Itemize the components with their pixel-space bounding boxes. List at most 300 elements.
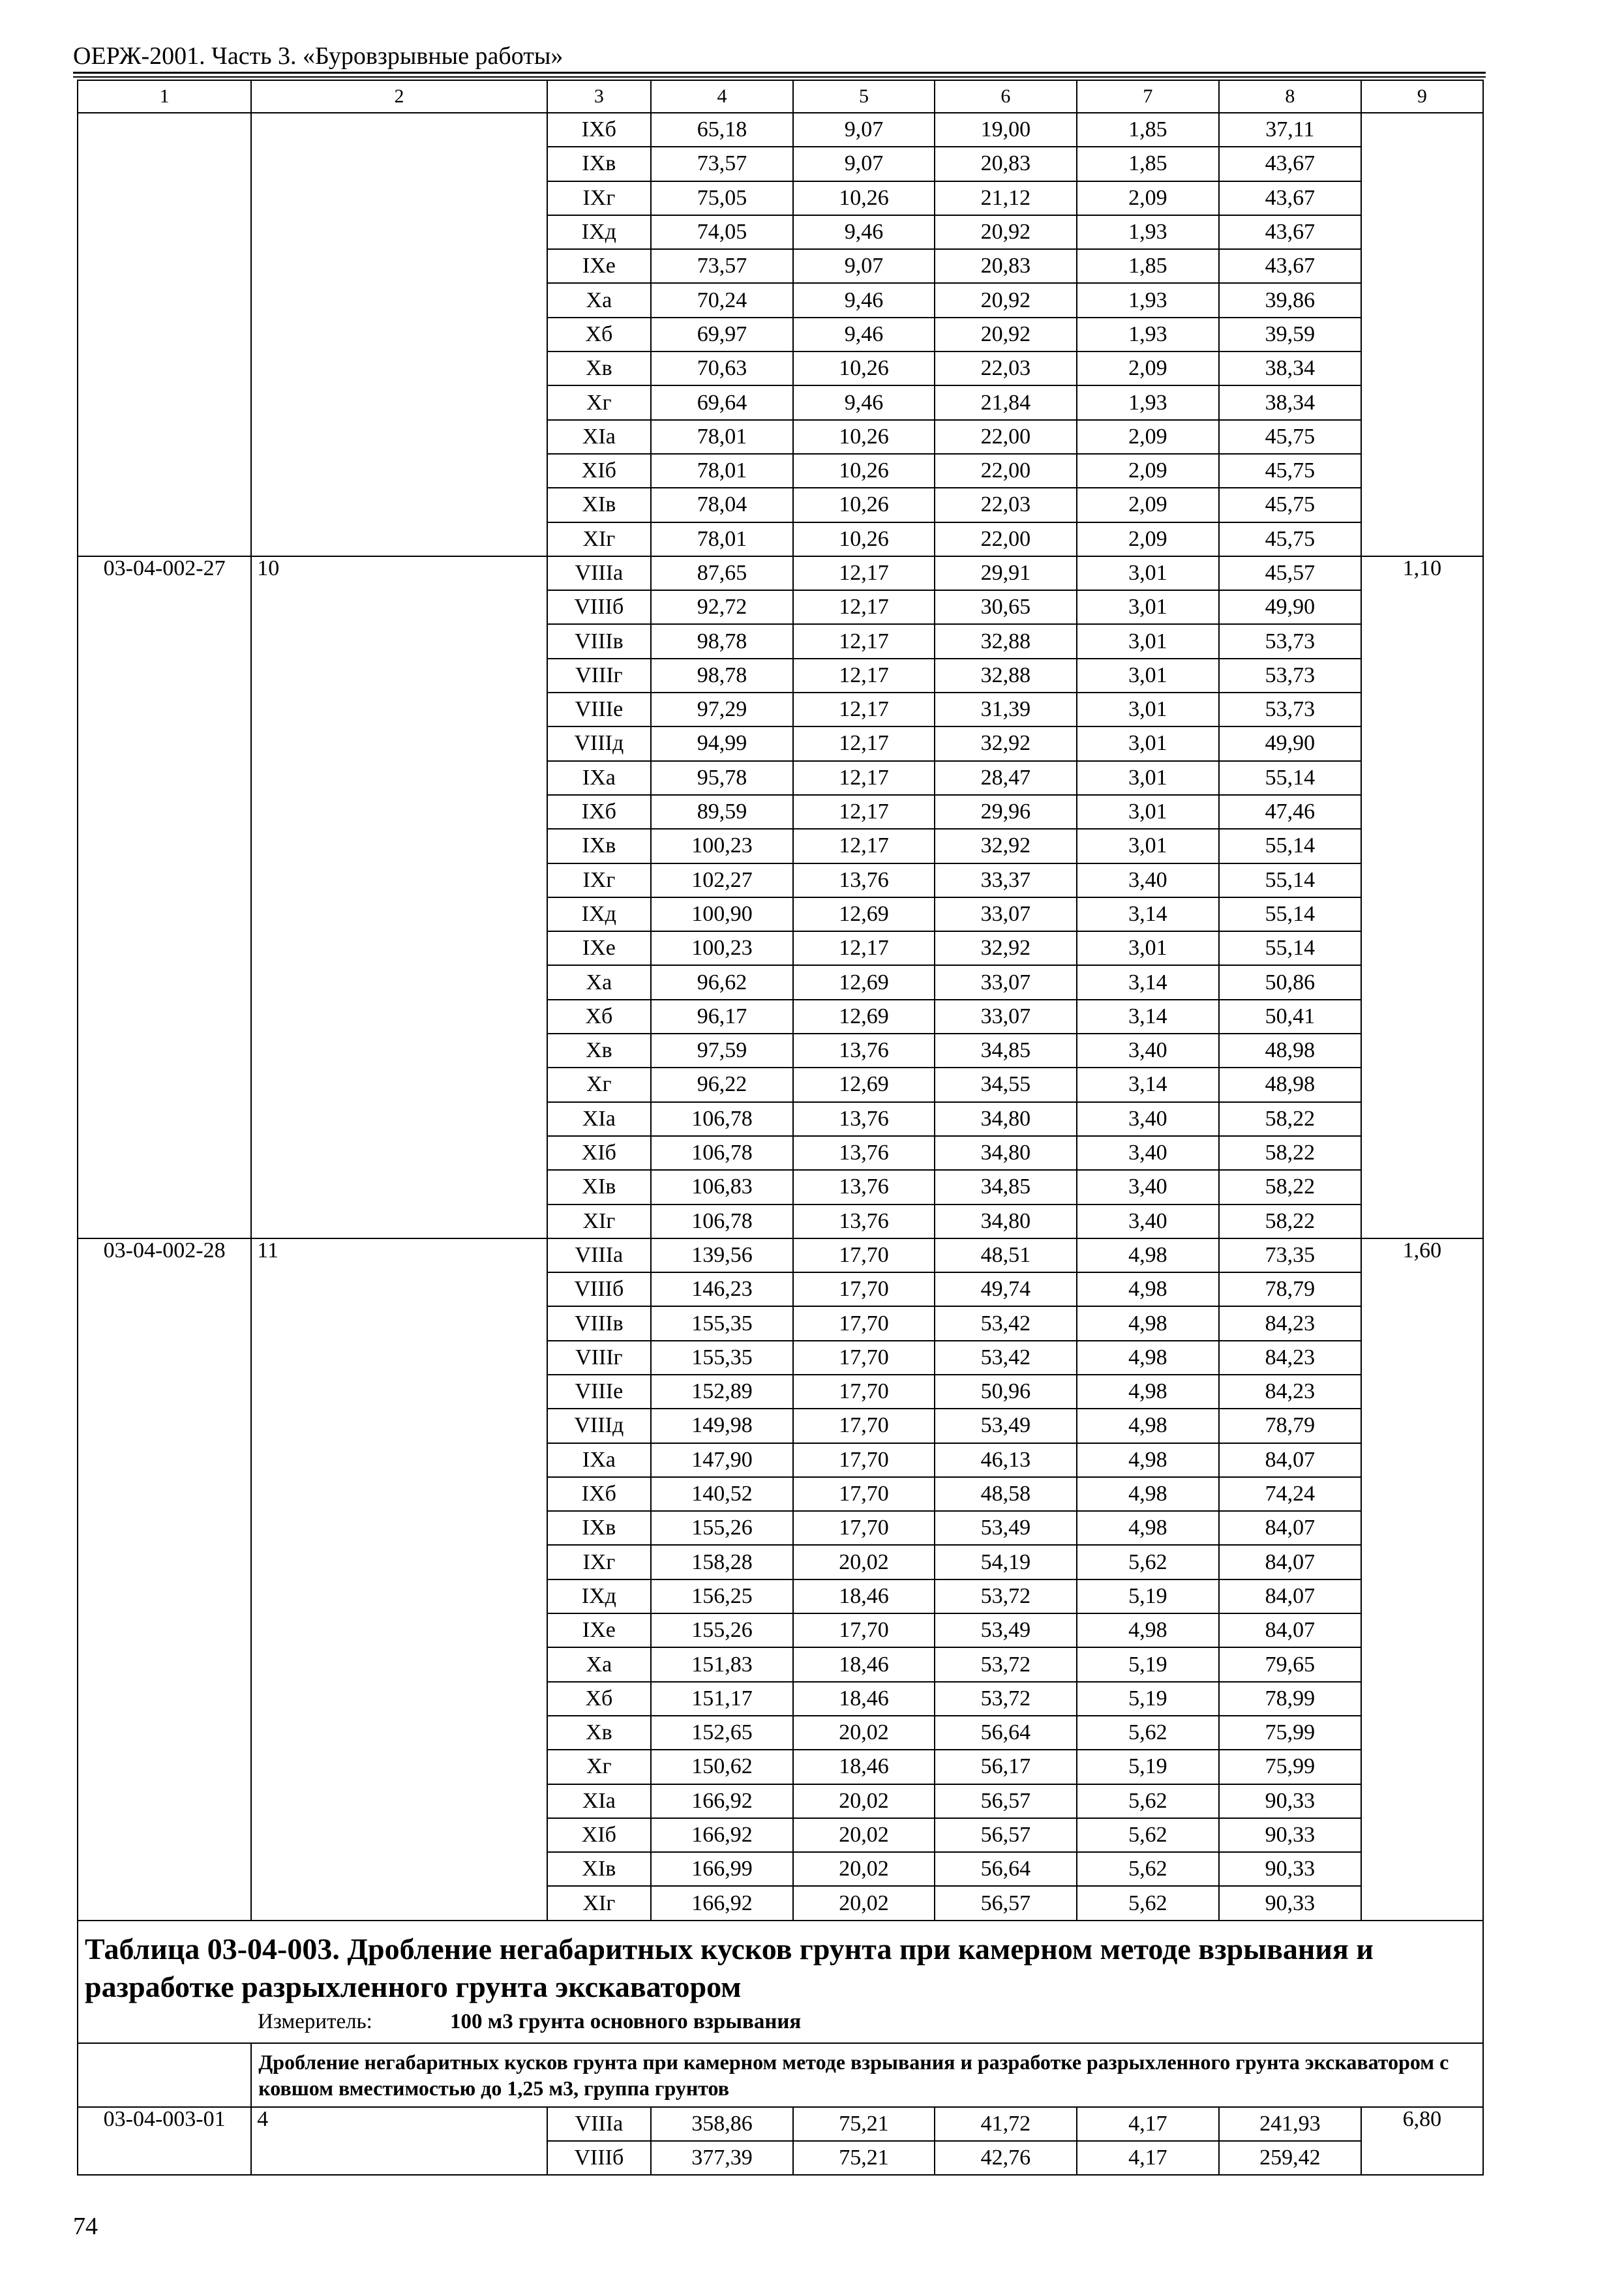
value-cell: 17,70 [793, 1443, 935, 1477]
soil-group-cell: IXе [547, 249, 651, 283]
value-cell: 156,25 [651, 1579, 793, 1613]
value-cell: 10,26 [793, 181, 935, 215]
value-cell: 53,42 [935, 1306, 1077, 1340]
soil-group-cell: VIIIг [547, 659, 651, 693]
value-cell: 75,99 [1219, 1716, 1361, 1750]
value-cell: 4,98 [1077, 1306, 1219, 1340]
work-description-row [78, 2043, 1483, 2107]
value-cell: 17,70 [793, 1238, 935, 1272]
value-cell: 38,34 [1219, 352, 1361, 385]
value-cell: 30,65 [935, 590, 1077, 624]
value-cell: 53,42 [935, 1341, 1077, 1375]
value-cell: 12,69 [793, 1000, 935, 1034]
value-cell: 43,67 [1219, 181, 1361, 215]
value-cell: 75,05 [651, 181, 793, 215]
value-cell: 3,01 [1077, 590, 1219, 624]
value-cell: 20,02 [793, 1545, 935, 1579]
value-cell: 50,86 [1219, 965, 1361, 999]
value-cell: 3,14 [1077, 897, 1219, 931]
value-cell: 45,75 [1219, 454, 1361, 488]
value-cell: 45,75 [1219, 522, 1361, 556]
soil-group-cell: IXб [547, 1477, 651, 1511]
value-cell: 48,51 [935, 1238, 1077, 1272]
value-cell: 53,49 [935, 1409, 1077, 1443]
soil-group-cell: XIб [547, 454, 651, 488]
value-cell: 3,14 [1077, 1000, 1219, 1034]
value-cell: 20,92 [935, 318, 1077, 352]
value-cell: 4,98 [1077, 1238, 1219, 1272]
coefficient-cell [1361, 113, 1483, 556]
soil-group-cell: IXв [547, 829, 651, 863]
value-cell: 96,22 [651, 1068, 793, 1101]
value-cell: 4,98 [1077, 1443, 1219, 1477]
soil-group-cell: VIIIв [547, 1306, 651, 1340]
coefficient-cell: 1,10 [1361, 556, 1483, 1238]
value-cell: 49,90 [1219, 726, 1361, 760]
value-cell: 12,69 [793, 1068, 935, 1101]
value-cell: 150,62 [651, 1750, 793, 1784]
header-rule-thick [73, 72, 1486, 74]
value-cell: 13,76 [793, 1170, 935, 1204]
value-cell: 84,23 [1219, 1306, 1361, 1340]
parameter-cell: 4 [251, 2107, 547, 2176]
value-cell: 5,19 [1077, 1682, 1219, 1716]
column-number: 3 [547, 80, 651, 113]
soil-group-cell: IXд [547, 1579, 651, 1613]
value-cell: 5,19 [1077, 1579, 1219, 1613]
soil-group-cell: IXг [547, 863, 651, 897]
value-cell: 21,12 [935, 181, 1077, 215]
value-cell: 155,35 [651, 1306, 793, 1340]
value-cell: 98,78 [651, 624, 793, 658]
value-cell: 33,07 [935, 897, 1077, 931]
coefficient-cell: 1,60 [1361, 1238, 1483, 1921]
value-cell: 4,98 [1077, 1341, 1219, 1375]
soil-group-cell: Xб [547, 1682, 651, 1716]
value-cell: 18,46 [793, 1750, 935, 1784]
soil-group-cell: IXв [547, 1511, 651, 1545]
value-cell: 53,72 [935, 1682, 1077, 1716]
value-cell: 98,78 [651, 659, 793, 693]
value-cell: 12,69 [793, 897, 935, 931]
table-row [78, 1238, 1483, 1272]
soil-group-cell: Xб [547, 1000, 651, 1034]
value-cell: 12,17 [793, 556, 935, 590]
value-cell: 2,09 [1077, 352, 1219, 385]
value-cell: 42,76 [935, 2141, 1077, 2175]
soil-group-cell: Xа [547, 965, 651, 999]
value-cell: 12,17 [793, 931, 935, 965]
value-cell: 78,01 [651, 522, 793, 556]
value-cell: 17,70 [793, 1375, 935, 1409]
value-cell: 18,46 [793, 1682, 935, 1716]
document-header: ОЕРЖ-2001. Часть 3. «Буровзрывные работы» [73, 42, 564, 70]
soil-group-cell: VIIIб [547, 590, 651, 624]
value-cell: 97,59 [651, 1034, 793, 1068]
soil-group-cell: VIIIе [547, 1375, 651, 1409]
value-cell: 78,99 [1219, 1682, 1361, 1716]
value-cell: 1,93 [1077, 283, 1219, 317]
value-cell: 9,46 [793, 283, 935, 317]
value-cell: 17,70 [793, 1306, 935, 1340]
value-cell: 10,26 [793, 352, 935, 385]
value-cell: 4,17 [1077, 2107, 1219, 2141]
table-row [78, 113, 1483, 147]
column-number: 8 [1219, 80, 1361, 113]
soil-group-cell: XIв [547, 1852, 651, 1886]
value-cell: 166,92 [651, 1818, 793, 1852]
table-title-row [78, 1921, 1483, 2043]
work-description: Дробление негабаритных кусков грунта при камерном методе взрывания и разработке разрыхленного грунта экскаватором с ковшом вместимостью до 1,25 м3, группа грунтов [251, 2043, 1483, 2107]
value-cell: 5,19 [1077, 1647, 1219, 1681]
soil-group-cell: Xа [547, 1647, 651, 1681]
value-cell: 87,65 [651, 556, 793, 590]
value-cell: 38,34 [1219, 385, 1361, 419]
value-cell: 32,92 [935, 726, 1077, 760]
value-cell: 89,59 [651, 795, 793, 829]
value-cell: 78,01 [651, 454, 793, 488]
value-cell: 155,35 [651, 1341, 793, 1375]
value-cell: 48,98 [1219, 1034, 1361, 1068]
soil-group-cell: XIа [547, 1784, 651, 1818]
value-cell: 47,46 [1219, 795, 1361, 829]
value-cell: 100,23 [651, 829, 793, 863]
value-cell: 65,18 [651, 113, 793, 147]
value-cell: 39,86 [1219, 283, 1361, 317]
value-cell: 75,21 [793, 2107, 935, 2141]
value-cell: 21,84 [935, 385, 1077, 419]
norms-table [77, 80, 1484, 2176]
value-cell: 56,57 [935, 1784, 1077, 1818]
value-cell: 12,17 [793, 590, 935, 624]
value-cell: 55,14 [1219, 863, 1361, 897]
value-cell: 56,57 [935, 1818, 1077, 1852]
page-number: 74 [73, 2213, 98, 2240]
value-cell: 166,92 [651, 1784, 793, 1818]
value-cell: 45,57 [1219, 556, 1361, 590]
value-cell: 94,99 [651, 726, 793, 760]
value-cell: 4,98 [1077, 1409, 1219, 1443]
value-cell: 37,11 [1219, 113, 1361, 147]
value-cell: 4,98 [1077, 1272, 1219, 1306]
value-cell: 106,83 [651, 1170, 793, 1204]
value-cell: 50,96 [935, 1375, 1077, 1409]
value-cell: 1,93 [1077, 215, 1219, 249]
value-cell: 55,14 [1219, 931, 1361, 965]
value-cell: 106,78 [651, 1204, 793, 1238]
column-number: 7 [1077, 80, 1219, 113]
value-cell: 155,26 [651, 1613, 793, 1647]
parameter-cell: 11 [251, 1238, 547, 1921]
soil-group-cell: XIв [547, 1170, 651, 1204]
value-cell: 29,96 [935, 795, 1077, 829]
soil-group-cell: Xв [547, 352, 651, 385]
value-cell: 34,80 [935, 1136, 1077, 1170]
value-cell: 2,09 [1077, 181, 1219, 215]
value-cell: 17,70 [793, 1409, 935, 1443]
value-cell: 20,02 [793, 1818, 935, 1852]
value-cell: 1,93 [1077, 385, 1219, 419]
soil-group-cell: IXа [547, 1443, 651, 1477]
value-cell: 9,46 [793, 215, 935, 249]
measure-label: Измеритель: [258, 2009, 372, 2033]
soil-group-cell: VIIIв [547, 624, 651, 658]
value-cell: 12,17 [793, 761, 935, 795]
value-cell: 12,69 [793, 965, 935, 999]
value-cell: 5,62 [1077, 1886, 1219, 1920]
value-cell: 9,07 [793, 249, 935, 283]
value-cell: 53,72 [935, 1647, 1077, 1681]
value-cell: 34,55 [935, 1068, 1077, 1101]
value-cell: 48,98 [1219, 1068, 1361, 1101]
value-cell: 55,14 [1219, 761, 1361, 795]
value-cell: 84,07 [1219, 1443, 1361, 1477]
soil-group-cell: XIа [547, 420, 651, 454]
value-cell: 149,98 [651, 1409, 793, 1443]
value-cell: 56,64 [935, 1852, 1077, 1886]
value-cell: 5,62 [1077, 1784, 1219, 1818]
value-cell: 5,62 [1077, 1545, 1219, 1579]
value-cell: 5,19 [1077, 1750, 1219, 1784]
soil-group-cell: IXб [547, 113, 651, 147]
soil-group-cell: IXв [547, 147, 651, 181]
soil-group-cell: VIIIд [547, 726, 651, 760]
value-cell: 45,75 [1219, 420, 1361, 454]
value-cell: 3,01 [1077, 761, 1219, 795]
value-cell: 20,02 [793, 1784, 935, 1818]
soil-group-cell: VIIIе [547, 693, 651, 726]
value-cell: 48,58 [935, 1477, 1077, 1511]
value-cell: 34,80 [935, 1204, 1077, 1238]
value-cell: 9,07 [793, 113, 935, 147]
value-cell: 12,17 [793, 829, 935, 863]
value-cell: 18,46 [793, 1579, 935, 1613]
soil-group-cell: Xг [547, 1068, 651, 1101]
value-cell: 358,86 [651, 2107, 793, 2141]
value-cell: 58,22 [1219, 1136, 1361, 1170]
rate-code-cell: 03-04-002-27 [78, 556, 251, 1238]
value-cell: 97,29 [651, 693, 793, 726]
value-cell: 1,85 [1077, 249, 1219, 283]
value-cell: 13,76 [793, 863, 935, 897]
value-cell: 100,90 [651, 897, 793, 931]
value-cell: 90,33 [1219, 1886, 1361, 1920]
value-cell: 147,90 [651, 1443, 793, 1477]
value-cell: 3,01 [1077, 624, 1219, 658]
value-cell: 28,47 [935, 761, 1077, 795]
value-cell: 106,78 [651, 1136, 793, 1170]
value-cell: 2,09 [1077, 454, 1219, 488]
value-cell: 1,85 [1077, 147, 1219, 181]
value-cell: 74,24 [1219, 1477, 1361, 1511]
value-cell: 4,98 [1077, 1511, 1219, 1545]
value-cell: 146,23 [651, 1272, 793, 1306]
value-cell: 3,40 [1077, 1170, 1219, 1204]
value-cell: 96,62 [651, 965, 793, 999]
soil-group-cell: VIIIд [547, 1409, 651, 1443]
soil-group-cell: IXа [547, 761, 651, 795]
header-rule-thin [73, 76, 1486, 78]
value-cell: 20,92 [935, 215, 1077, 249]
value-cell: 12,17 [793, 693, 935, 726]
value-cell: 56,57 [935, 1886, 1077, 1920]
soil-group-cell: IXд [547, 897, 651, 931]
value-cell: 34,85 [935, 1170, 1077, 1204]
value-cell: 17,70 [793, 1341, 935, 1375]
value-cell: 58,22 [1219, 1102, 1361, 1136]
value-cell: 73,35 [1219, 1238, 1361, 1272]
value-cell: 78,04 [651, 488, 793, 522]
value-cell: 70,63 [651, 352, 793, 385]
table-title-cell [78, 1921, 1483, 2043]
measure-value: 100 м3 грунта основного взрывания [450, 2009, 802, 2033]
value-cell: 17,70 [793, 1272, 935, 1306]
value-cell: 20,02 [793, 1716, 935, 1750]
value-cell: 22,00 [935, 454, 1077, 488]
value-cell: 155,26 [651, 1511, 793, 1545]
value-cell: 3,01 [1077, 693, 1219, 726]
value-cell: 3,40 [1077, 863, 1219, 897]
parameter-cell: 10 [251, 556, 547, 1238]
value-cell: 20,83 [935, 147, 1077, 181]
value-cell: 32,88 [935, 659, 1077, 693]
soil-group-cell: Xг [547, 385, 651, 419]
value-cell: 19,00 [935, 113, 1077, 147]
value-cell: 41,72 [935, 2107, 1077, 2141]
value-cell: 152,65 [651, 1716, 793, 1750]
value-cell: 95,78 [651, 761, 793, 795]
value-cell: 90,33 [1219, 1818, 1361, 1852]
soil-group-cell: VIIIб [547, 1272, 651, 1306]
value-cell: 151,83 [651, 1647, 793, 1681]
value-cell: 74,05 [651, 215, 793, 249]
value-cell: 34,85 [935, 1034, 1077, 1068]
soil-group-cell: VIIIб [547, 2141, 651, 2175]
value-cell: 3,40 [1077, 1034, 1219, 1068]
column-number: 6 [935, 80, 1077, 113]
value-cell: 377,39 [651, 2141, 793, 2175]
soil-group-cell: VIIIа [547, 556, 651, 590]
soil-group-cell: IXе [547, 1613, 651, 1647]
value-cell: 53,72 [935, 1579, 1077, 1613]
value-cell: 53,49 [935, 1613, 1077, 1647]
value-cell: 3,01 [1077, 829, 1219, 863]
value-cell: 9,46 [793, 318, 935, 352]
value-cell: 2,09 [1077, 488, 1219, 522]
value-cell: 5,62 [1077, 1818, 1219, 1852]
column-number: 5 [793, 80, 935, 113]
value-cell: 55,14 [1219, 897, 1361, 931]
value-cell: 9,46 [793, 385, 935, 419]
value-cell: 3,01 [1077, 556, 1219, 590]
value-cell: 45,75 [1219, 488, 1361, 522]
value-cell: 84,07 [1219, 1511, 1361, 1545]
value-cell: 1,85 [1077, 113, 1219, 147]
soil-group-cell: XIб [547, 1136, 651, 1170]
value-cell: 84,07 [1219, 1613, 1361, 1647]
value-cell: 58,22 [1219, 1170, 1361, 1204]
value-cell: 46,13 [935, 1443, 1077, 1477]
soil-group-cell: XIг [547, 1886, 651, 1920]
value-cell: 56,17 [935, 1750, 1077, 1784]
value-cell: 75,21 [793, 2141, 935, 2175]
soil-group-cell: XIг [547, 522, 651, 556]
value-cell: 158,28 [651, 1545, 793, 1579]
value-cell: 39,59 [1219, 318, 1361, 352]
value-cell: 90,33 [1219, 1852, 1361, 1886]
value-cell: 12,17 [793, 624, 935, 658]
value-cell: 78,79 [1219, 1272, 1361, 1306]
value-cell: 3,01 [1077, 726, 1219, 760]
value-cell: 96,17 [651, 1000, 793, 1034]
value-cell: 56,64 [935, 1716, 1077, 1750]
table-row [78, 556, 1483, 590]
value-cell: 3,40 [1077, 1136, 1219, 1170]
value-cell: 241,93 [1219, 2107, 1361, 2141]
value-cell: 90,33 [1219, 1784, 1361, 1818]
soil-group-cell: IXг [547, 1545, 651, 1579]
value-cell: 5,62 [1077, 1852, 1219, 1886]
value-cell: 12,17 [793, 795, 935, 829]
column-number: 9 [1361, 80, 1483, 113]
coefficient-cell: 6,80 [1361, 2107, 1483, 2176]
value-cell: 1,93 [1077, 318, 1219, 352]
value-cell: 17,70 [793, 1613, 935, 1647]
value-cell: 100,23 [651, 931, 793, 965]
column-number: 2 [251, 80, 547, 113]
value-cell: 54,19 [935, 1545, 1077, 1579]
value-cell: 166,92 [651, 1886, 793, 1920]
rate-code-cell [78, 113, 251, 556]
value-cell: 84,23 [1219, 1375, 1361, 1409]
soil-group-cell: XIб [547, 1818, 651, 1852]
value-cell: 84,23 [1219, 1341, 1361, 1375]
value-cell: 3,14 [1077, 965, 1219, 999]
value-cell: 53,73 [1219, 624, 1361, 658]
value-cell: 69,97 [651, 318, 793, 352]
value-cell: 140,52 [651, 1477, 793, 1511]
value-cell: 43,67 [1219, 249, 1361, 283]
soil-group-cell: Xв [547, 1716, 651, 1750]
value-cell: 18,46 [793, 1647, 935, 1681]
value-cell: 152,89 [651, 1375, 793, 1409]
value-cell: 5,62 [1077, 1716, 1219, 1750]
value-cell: 33,37 [935, 863, 1077, 897]
value-cell: 4,98 [1077, 1477, 1219, 1511]
value-cell: 49,74 [935, 1272, 1077, 1306]
value-cell: 10,26 [793, 488, 935, 522]
value-cell: 166,99 [651, 1852, 793, 1886]
value-cell: 79,65 [1219, 1647, 1361, 1681]
column-number: 4 [651, 80, 793, 113]
soil-group-cell: VIIIа [547, 2107, 651, 2141]
soil-group-cell: XIг [547, 1204, 651, 1238]
table-row [78, 2107, 1483, 2141]
value-cell: 20,92 [935, 283, 1077, 317]
value-cell: 4,98 [1077, 1613, 1219, 1647]
soil-group-cell: XIв [547, 488, 651, 522]
value-cell: 3,01 [1077, 931, 1219, 965]
soil-group-cell: VIIIа [547, 1238, 651, 1272]
value-cell: 29,91 [935, 556, 1077, 590]
value-cell: 13,76 [793, 1204, 935, 1238]
value-cell: 50,41 [1219, 1000, 1361, 1034]
column-number-row [78, 80, 1483, 113]
value-cell: 49,90 [1219, 590, 1361, 624]
value-cell: 73,57 [651, 147, 793, 181]
value-cell: 12,17 [793, 659, 935, 693]
parameter-cell [251, 113, 547, 556]
